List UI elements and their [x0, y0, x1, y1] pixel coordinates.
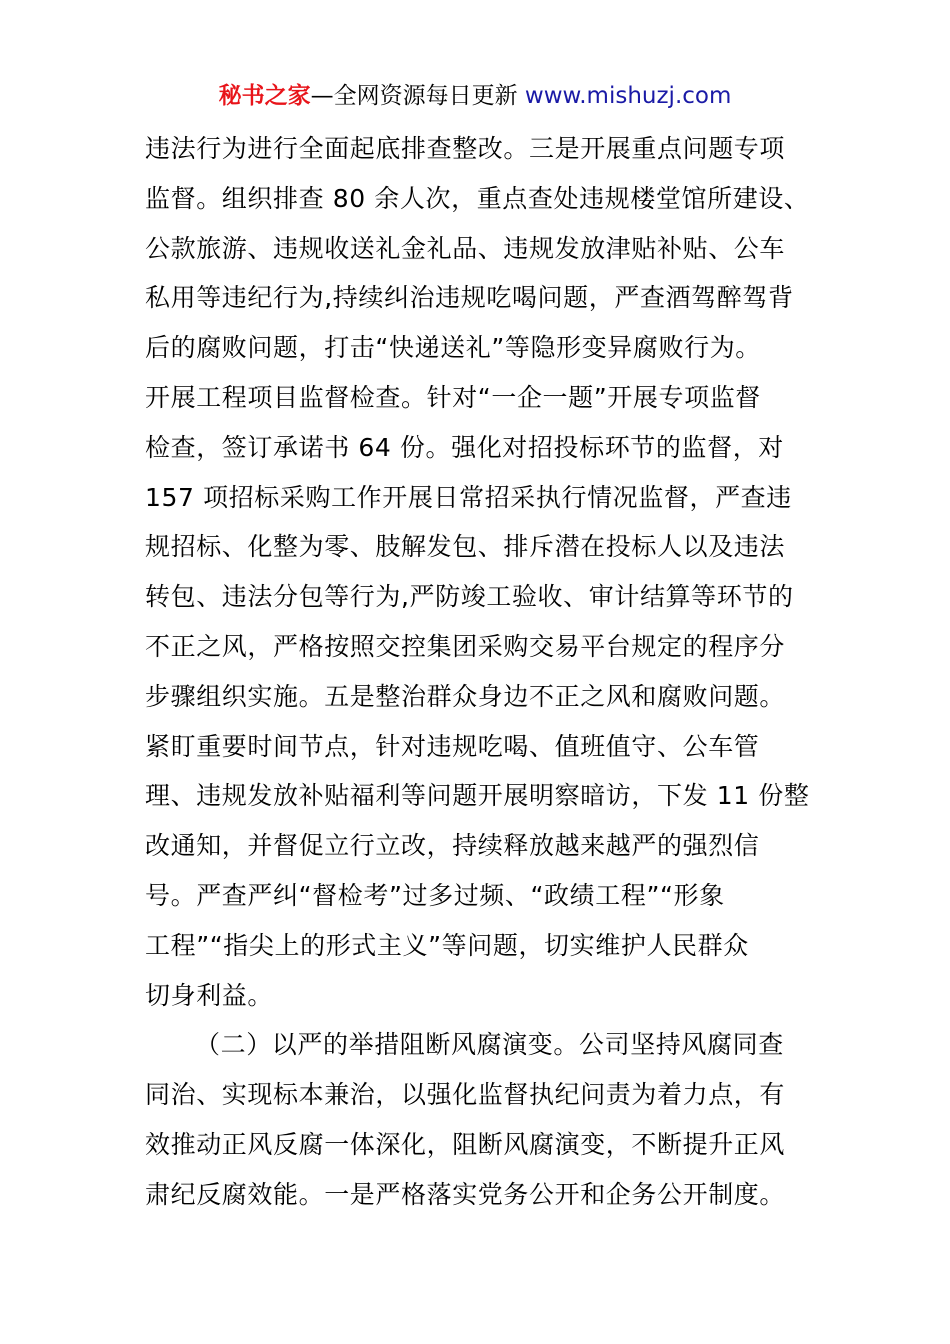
text-line: 私用等违纪行为,持续纠治违规吃喝问题，严查酒驾醉驾背	[145, 283, 794, 313]
text-line: 监督。组织排查 80 余人次，重点查处违规楼堂馆所建设、	[145, 183, 810, 213]
text-line: 开展工程项目监督检查。针对“一企一题”开展专项监督	[145, 382, 761, 412]
site-url-link[interactable]: www.mishuzj.com	[524, 83, 732, 109]
text-line: 改通知，并督促立行立改，持续释放越来越严的强烈信	[145, 831, 760, 861]
text-line: 检查，签订承诺书 64 份。强化对招投标环节的监督，对	[145, 432, 784, 462]
text-line: 规招标、化整为零、肢解发包、排斥潜在投标人以及违法	[145, 532, 786, 562]
text-line: 工程”“指尖上的形式主义”等问题，切实维护人民群众	[145, 930, 749, 960]
text-line: 理、违规发放补贴福利等问题开展明察暗访，下发 11 份整	[145, 781, 810, 811]
text-line: 同治、实现标本兼治，以强化监督执纪问责为着力点，有	[145, 1080, 786, 1110]
text-line: 157 项招标采购工作开展日常招采执行情况监督，严查违	[145, 482, 792, 512]
text-line: 公款旅游、违规收送礼金礼品、违规发放津贴补贴、公车	[145, 233, 786, 263]
text-line: 后的腐败问题，打击“快递送礼”等隐形变异腐败行为。	[145, 333, 761, 363]
text-line: 不正之风，严格按照交控集团采购交易平台规定的程序分	[145, 631, 786, 661]
text-line: 违法行为进行全面起底排查整改。三是开展重点问题专项	[145, 134, 786, 163]
text-line: 紧盯重要时间节点，针对违规吃喝、值班值守、公车管	[145, 731, 760, 761]
brand-name: 秘书之家	[218, 83, 311, 109]
text-line: （二）以严的举措阻断风腐演变。公司坚持风腐同查	[195, 1030, 784, 1060]
document-body	[145, 124, 810, 1220]
text-line: 步骤组织实施。五是整治群众身边不正之风和腐败问题。	[145, 681, 786, 711]
text-line: 号。严查严纠“督检考”过多过频、“政绩工程”“形象	[145, 880, 725, 910]
header-tagline: —全网资源每日更新	[310, 83, 518, 109]
page-header	[0, 80, 950, 112]
text-line: 切身利益。	[145, 980, 274, 1010]
text-line: 肃纪反腐效能。一是严格落实党务公开和企务公开制度。	[145, 1179, 786, 1209]
text-line: 效推动正风反腐一体深化，阻断风腐演变，不断提升正风	[145, 1129, 786, 1159]
text-line: 转包、违法分包等行为,严防竣工验收、审计结算等环节的	[145, 582, 794, 612]
